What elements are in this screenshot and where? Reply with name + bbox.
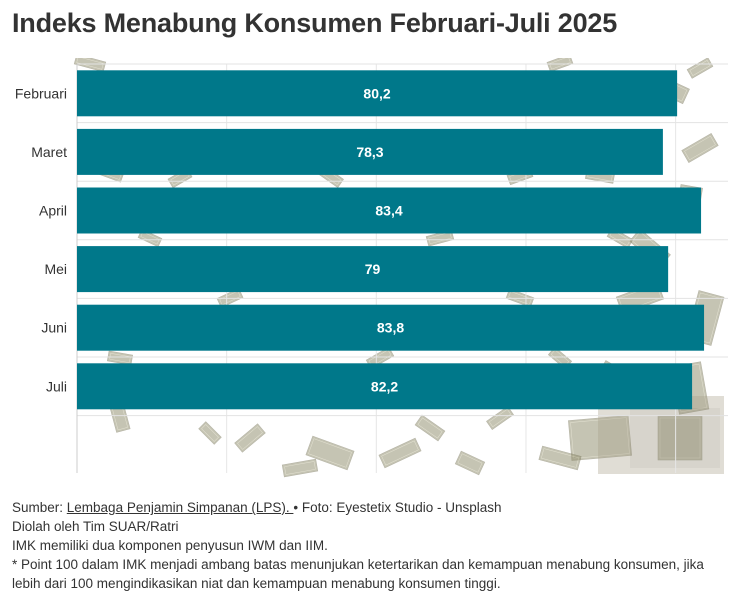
value-label: 83,4 xyxy=(375,202,403,219)
source-line xyxy=(12,498,727,517)
value-label: 79 xyxy=(364,261,381,278)
banknote-decoration xyxy=(107,351,132,365)
chart-title: Indeks Menabung Konsumen Februari-Juli 2025 xyxy=(12,8,618,38)
category-label: Juni xyxy=(41,319,67,336)
banknote-decoration xyxy=(455,451,484,475)
banknote-decoration xyxy=(547,58,573,72)
category-label: Maret xyxy=(31,143,67,160)
banknote-decoration xyxy=(199,422,222,445)
value-label: 80,2 xyxy=(363,85,391,102)
category-label: April xyxy=(38,202,67,219)
banknote-decoration xyxy=(379,438,421,468)
source-link[interactable]: Lembaga Penjamin Simpanan (LPS). xyxy=(66,500,294,515)
value-label: 78,3 xyxy=(356,143,384,160)
note-threshold: * Point 100 dalam IMK menjadi ambang batas menunjukan ketertarikan dan kemampuan menabung konsumen, jika lebih dari 100 mengindikasikan niat dan kemampuan menabung konsumen tinggi. xyxy=(12,557,704,591)
source-prefix: Sumber: xyxy=(12,500,67,515)
category-label: Juli xyxy=(45,378,67,395)
category-label: Mei xyxy=(44,261,67,278)
banknote-decoration xyxy=(682,133,718,162)
photo-credit: • Foto: Eyestetix Studio - Unsplash xyxy=(293,500,502,515)
banknote-decoration xyxy=(687,58,713,78)
banknote-decoration xyxy=(282,459,318,477)
footer xyxy=(12,498,727,593)
banknote-decoration xyxy=(74,58,106,72)
note-components: IMK memiliki dua komponen penyusun IWM dan IIM. xyxy=(12,538,328,553)
banknote-decoration xyxy=(486,406,513,429)
processing-credit: Diolah oleh Tim SUAR/Ratri xyxy=(12,519,179,534)
category-label: Februari xyxy=(14,85,67,102)
value-label: 83,8 xyxy=(376,319,405,336)
value-label: 82,2 xyxy=(370,378,399,395)
bar-chart xyxy=(0,58,736,478)
banknote-decoration xyxy=(415,415,445,441)
chart-area xyxy=(0,58,736,478)
category-labels xyxy=(15,85,67,394)
banknote-decoration xyxy=(235,424,266,452)
